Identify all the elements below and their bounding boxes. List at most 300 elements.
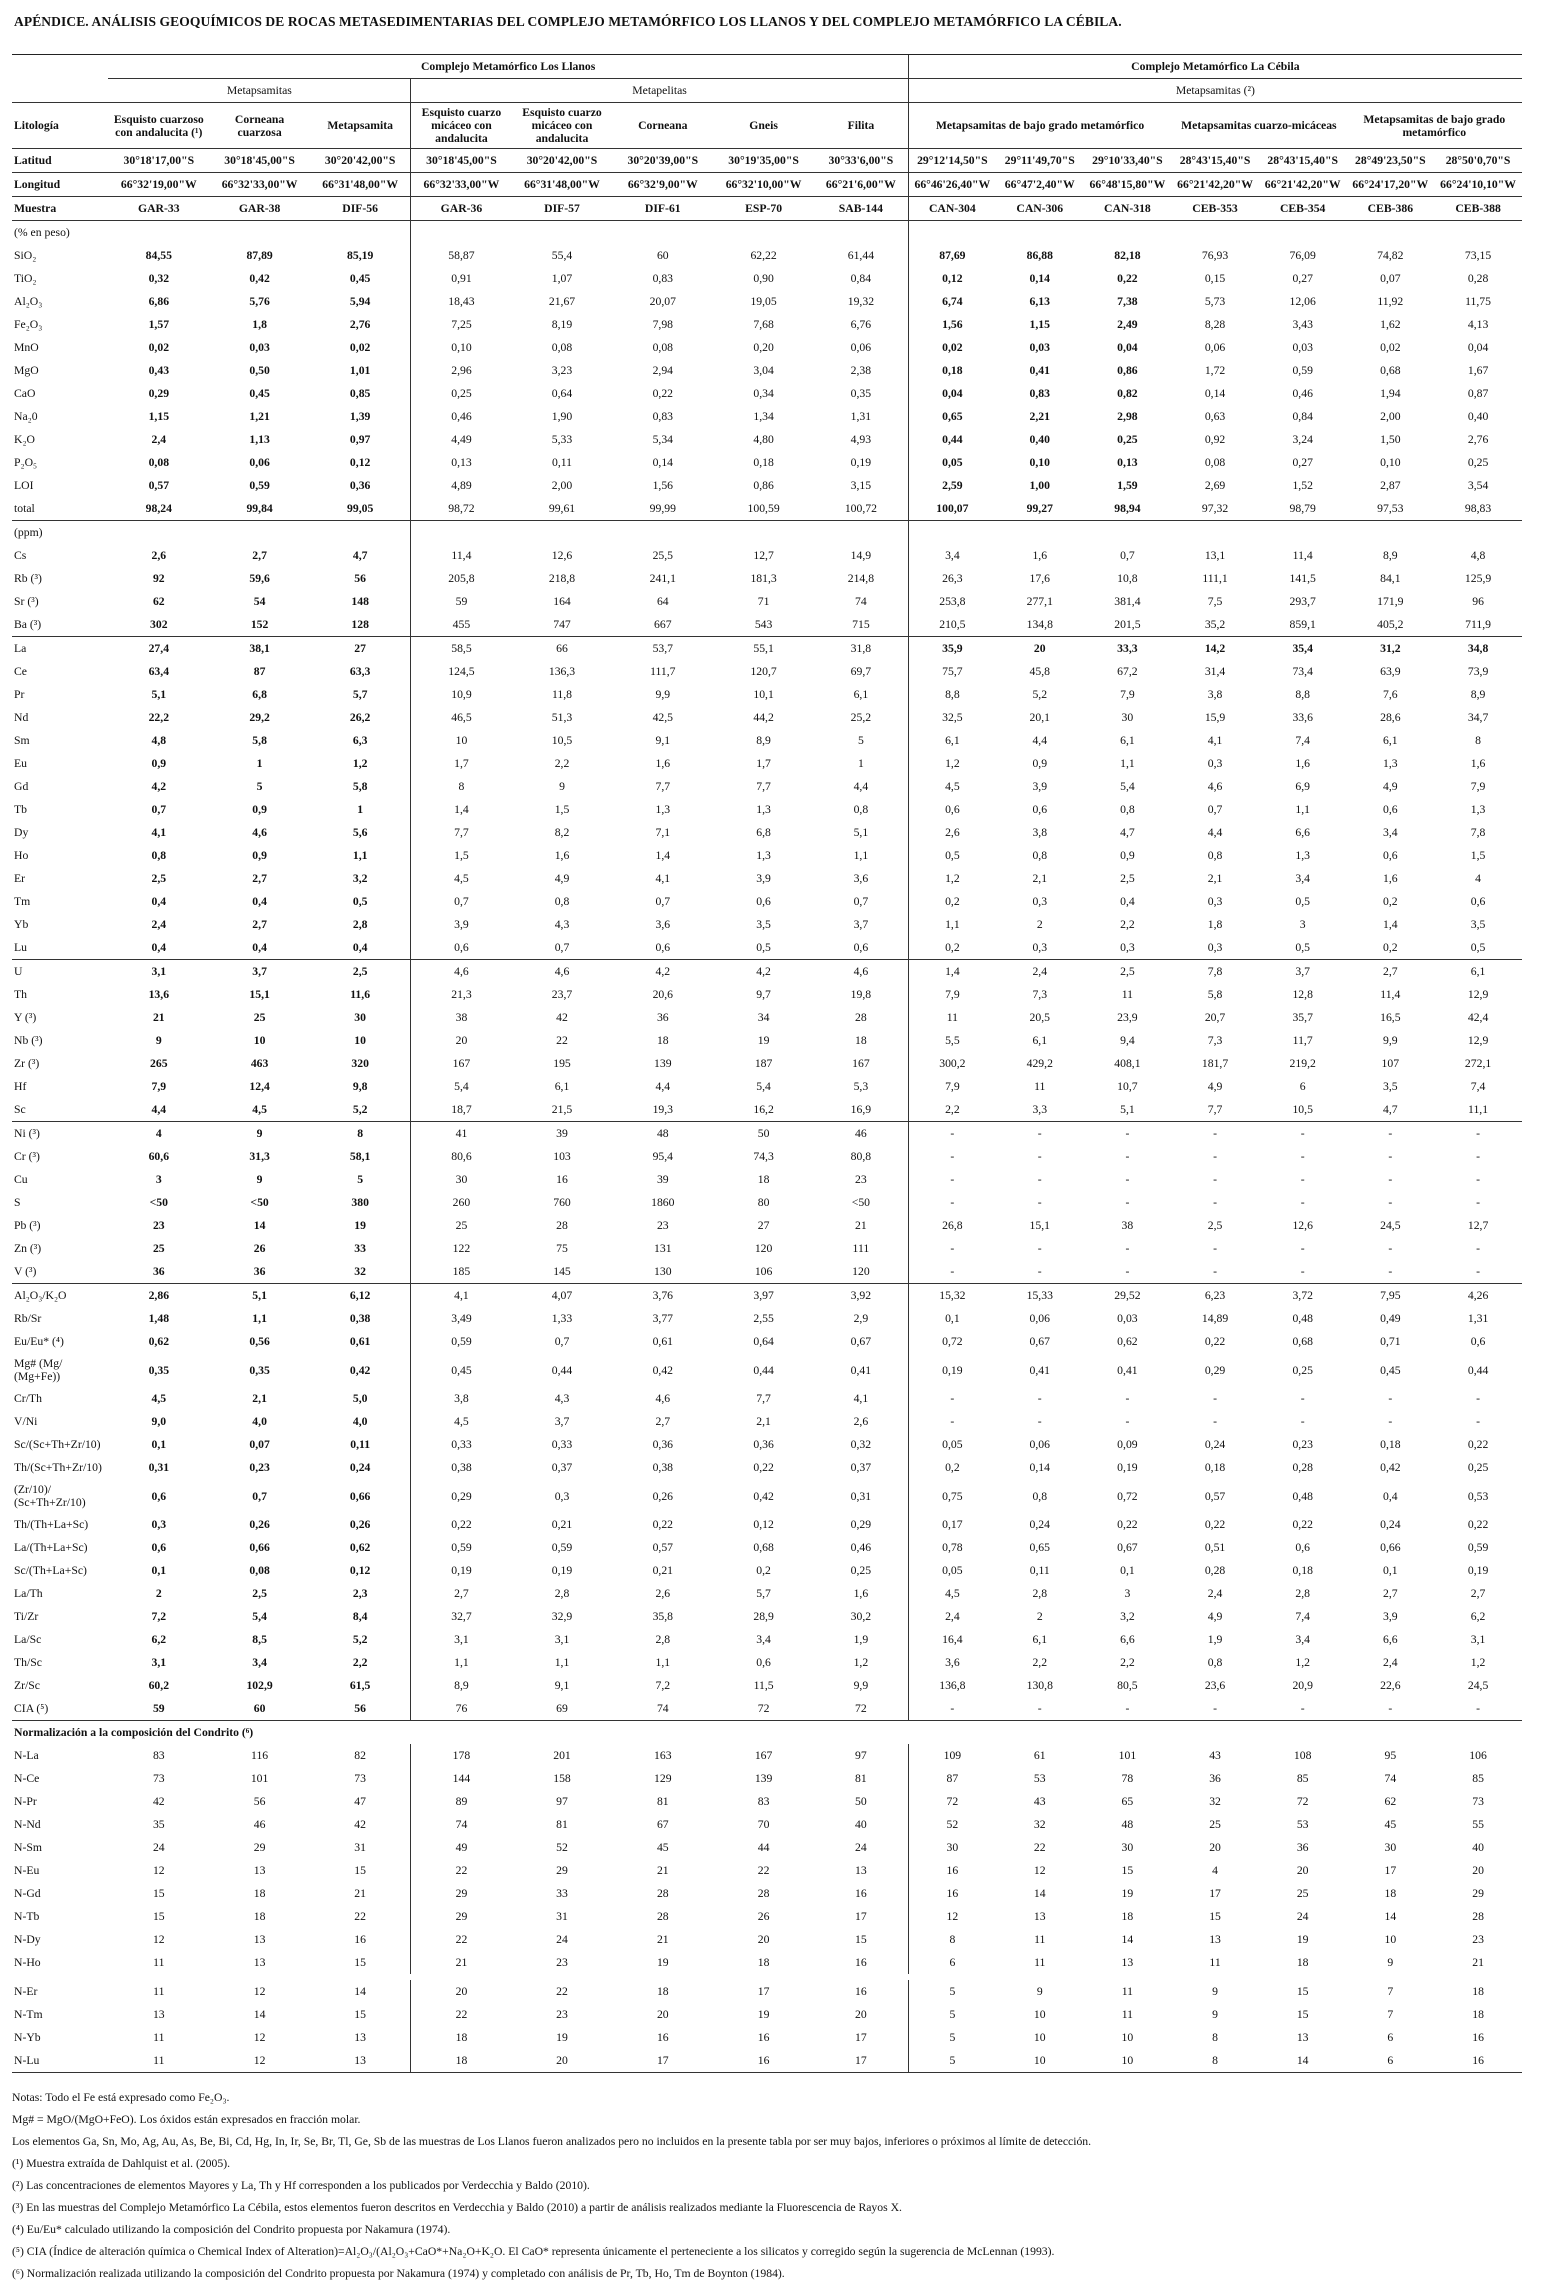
table-cell: 2,8	[1032, 1587, 1048, 1600]
table-cell: 1,5	[411, 844, 512, 867]
table-cell: 0,68	[1292, 1335, 1313, 1348]
table-cell: 0,3	[1207, 941, 1223, 954]
table-row	[12, 1307, 1522, 1330]
table-row	[12, 1214, 1522, 1237]
table-cell: 20,07	[649, 295, 676, 308]
table-cell: 42,5	[652, 711, 674, 724]
table-cell: 380	[351, 1196, 369, 1209]
table-cell: 50	[855, 1795, 867, 1808]
table-cell: 1,9	[1207, 1633, 1223, 1646]
table-cell: 23	[1472, 1933, 1484, 1946]
table-cell: DIF-61	[612, 197, 713, 221]
table-cell: 0,22	[1467, 1438, 1489, 1451]
table-cell: 26	[253, 1242, 266, 1255]
row-label: TiO₂	[14, 272, 37, 285]
empty-cell	[1171, 221, 1259, 245]
table-cell: 2,2	[1032, 1656, 1048, 1669]
table-cell: 13,6	[148, 988, 170, 1001]
row-label: Al₂O₃	[14, 295, 43, 308]
table-cell: 1,6	[1383, 872, 1398, 885]
table-cell: 16	[855, 1985, 867, 1998]
table-cell: -	[1213, 1196, 1217, 1209]
table-cell: 35	[152, 1818, 165, 1831]
table-cell: 10	[1084, 2049, 1172, 2073]
table-cell: 0,18	[1380, 1438, 1401, 1451]
table-cell: 0,26	[349, 1518, 371, 1531]
table-cell: 63,3	[349, 665, 371, 678]
table-cell: 14,89	[1201, 1312, 1229, 1325]
table-cell: 80,5	[1117, 1679, 1138, 1692]
table-cell: 4,5	[411, 1410, 512, 1433]
table-cell: 80,8	[850, 1150, 872, 1163]
table-cell: 129	[654, 1772, 672, 1785]
table-cell: 53	[1296, 1818, 1309, 1831]
table-cell: 72	[908, 1790, 996, 1813]
table-cell: 0,3	[1032, 895, 1048, 908]
table-cell: 0,25	[1292, 1363, 1313, 1377]
table-row	[12, 1697, 1522, 1721]
table-cell: 0,75	[908, 1479, 996, 1513]
table-cell: -	[908, 1237, 996, 1260]
table-cell: 3,7	[853, 918, 869, 931]
table-cell: 3,24	[1292, 433, 1313, 446]
table-cell: 14	[354, 1985, 366, 1998]
table-cell: 6,13	[1029, 295, 1050, 308]
note-line: Los elementos Ga, Sn, Mo, Ag, Au, As, Be, Bi, Cd, Hg, In, Ir, Se, Br, Tl, Ge, Sb de las muestras de Los Llanos fueron analizados pero no incluidos en la presente tabla por ser muy bajos, inferiores o próximos al límite de detección.	[12, 2135, 1092, 2148]
table-row	[12, 244, 1522, 267]
table-cell: 22	[757, 1864, 770, 1877]
table-cell: 3,8	[1032, 826, 1048, 839]
table-cell: 1,1	[853, 849, 869, 862]
table-cell: 76,09	[1289, 249, 1316, 262]
table-cell: 0,8	[1032, 849, 1048, 862]
table-cell: 5,4	[411, 1075, 512, 1098]
table-cell: 4,13	[1467, 318, 1489, 331]
table-cell: 23	[556, 1956, 568, 1969]
table-cell: 5,76	[249, 295, 270, 308]
table-cell: 1,52	[1292, 479, 1313, 492]
table-cell: 0,59	[411, 1330, 512, 1353]
table-cell: 7,98	[652, 318, 674, 331]
table-cell: 35,2	[1204, 618, 1226, 631]
table-cell: 24,5	[1380, 1219, 1401, 1232]
table-cell: 5,5	[908, 1029, 996, 1052]
table-cell: 0,3	[1120, 941, 1135, 954]
table-cell: 18	[1121, 1910, 1134, 1923]
table-cell: 0,9	[252, 803, 267, 816]
table-cell: 0,38	[411, 1456, 512, 1479]
table-cell: 148	[351, 595, 369, 608]
table-cell: 0,46	[1292, 387, 1313, 400]
table-cell: 1,1	[554, 1656, 570, 1669]
row-label: Th/(Th+La+Sc)	[14, 1518, 89, 1531]
table-row	[12, 290, 1522, 313]
table-cell: 1,8	[252, 318, 267, 331]
row-label: Zn (³)	[14, 1242, 42, 1255]
table-cell: 36	[1209, 1772, 1221, 1785]
table-cell: 241,1	[649, 572, 676, 585]
table-cell: 0,9	[252, 849, 267, 862]
table-cell: 13	[1209, 1933, 1221, 1946]
table-row	[12, 336, 1522, 359]
table-cell: 0,34	[753, 387, 774, 400]
table-cell: 11,5	[753, 1679, 774, 1692]
table-title: APÉNDICE. ANÁLISIS GEOQUÍMICOS DE ROCAS METASEDIMENTARIAS DEL COMPLEJO METAMÓRFICO LOS LLANOS Y DEL COMPLEJO METAMÓRFICO LA CÉBILA.	[14, 14, 1122, 29]
table-cell: 0,11	[1029, 1564, 1050, 1577]
table-cell: 16,4	[908, 1628, 996, 1651]
table-cell: 8,4	[352, 1610, 368, 1623]
table-cell: -	[908, 1145, 996, 1168]
table-cell: 0,3	[1207, 757, 1223, 770]
table-cell: 9	[1212, 2008, 1218, 2021]
table-cell: 5	[857, 734, 864, 747]
table-cell: 42	[556, 1011, 568, 1024]
subgroup-metapelitas: Metapelitas	[411, 79, 909, 103]
table-cell: 6,1	[1032, 1633, 1048, 1646]
table-cell: 7,9	[908, 1075, 996, 1098]
table-cell: 29	[556, 1864, 568, 1877]
table-cell: 9,1	[655, 734, 671, 747]
table-cell: 78	[1121, 1772, 1134, 1785]
table-cell: 8	[1212, 2031, 1218, 2044]
table-cell: 28	[757, 1887, 770, 1900]
table-row	[12, 1433, 1522, 1456]
table-cell: 69,7	[850, 665, 872, 678]
table-cell: 46	[253, 1818, 266, 1831]
table-cell: 0,36	[652, 1438, 674, 1451]
table-cell: 98,83	[1464, 502, 1492, 515]
litologia-cell: Corneana	[612, 103, 713, 149]
table-cell: 2,7	[1383, 1587, 1398, 1600]
table-cell: 0,06	[1029, 1438, 1050, 1451]
table-cell: 167	[411, 1052, 512, 1075]
table-row	[12, 1006, 1522, 1029]
table-cell: 4,4	[151, 1103, 167, 1116]
table-cell: 0,37	[850, 1461, 872, 1474]
table-cell: -	[908, 1410, 996, 1433]
table-cell: 0,03	[1029, 341, 1050, 354]
table-cell: 13	[354, 2031, 366, 2044]
table-row	[12, 936, 1522, 960]
note-line: (⁴) Eu/Eu* calculado utilizando la composición del Condrito propuesta por Nakamura (1974).	[12, 2223, 451, 2236]
row-label: N-Eu	[14, 1864, 40, 1877]
table-cell: 22	[354, 1910, 366, 1923]
table-cell: 1,7	[411, 752, 512, 775]
table-cell: 25	[152, 1242, 165, 1255]
table-cell: 10	[354, 1034, 366, 1047]
table-cell: 42	[152, 1795, 165, 1808]
row-label: Gd	[14, 780, 29, 793]
row-label: Ni (³)	[12, 1122, 108, 1146]
table-cell: 0,45	[249, 387, 270, 400]
table-cell: 0,86	[1117, 364, 1138, 377]
table-cell: 4,0	[252, 1415, 267, 1428]
table-cell: 21,3	[411, 983, 512, 1006]
table-cell: 19,32	[847, 295, 875, 308]
row-label: LOI	[14, 479, 34, 492]
table-cell: 66°47'2,40"W	[996, 173, 1084, 197]
table-cell: 0,51	[1204, 1541, 1226, 1554]
table-cell: 0,62	[1117, 1335, 1138, 1348]
table-cell: 30°20'42,00"S	[512, 149, 613, 173]
row-label: La/(Th+La+Sc)	[14, 1541, 88, 1554]
table-cell: 0,8	[853, 803, 869, 816]
table-cell: 8,2	[554, 826, 570, 839]
row-label: Tb	[14, 803, 27, 816]
table-cell: 22	[556, 1985, 568, 1998]
table-cell: 0,8	[554, 895, 570, 908]
table-cell: 6,76	[850, 318, 872, 331]
table-cell: 11	[1034, 1956, 1046, 1969]
empty-cell	[713, 221, 814, 245]
table-cell: 0,08	[249, 1564, 270, 1577]
table-cell: 108	[1293, 1749, 1312, 1762]
table-cell: 13	[855, 1864, 867, 1877]
table-cell: 23,6	[1204, 1679, 1226, 1692]
table-cell: 0,22	[1204, 1518, 1226, 1531]
row-label: La	[12, 637, 108, 661]
table-row	[12, 2049, 1522, 2073]
table-cell: 20,7	[1204, 1011, 1226, 1024]
table-cell: 0,31	[850, 1489, 872, 1503]
table-row	[12, 1674, 1522, 1697]
table-cell: 58,5	[411, 637, 512, 661]
table-row	[12, 890, 1522, 913]
table-cell: 1,56	[652, 479, 674, 492]
table-cell: 4,07	[512, 1284, 613, 1308]
table-cell: -	[1300, 1392, 1305, 1405]
table-cell: -	[908, 1122, 996, 1146]
empty-cell	[1434, 221, 1522, 245]
table-cell: 67,2	[1117, 665, 1138, 678]
table-cell: 19	[1121, 1887, 1134, 1900]
table-cell: 0,5	[1295, 941, 1310, 954]
table-cell: 320	[351, 1057, 369, 1070]
table-cell: 0,4	[151, 895, 167, 908]
table-cell: 2,38	[850, 364, 872, 377]
empty-cell	[996, 221, 1084, 245]
table-cell: 0,48	[1292, 1489, 1313, 1503]
table-cell: 0,2	[908, 936, 996, 960]
table-cell: 0,50	[249, 364, 270, 377]
table-cell: 0,1	[1120, 1564, 1135, 1577]
table-cell: 64	[656, 595, 669, 608]
table-cell: 25	[1209, 1818, 1221, 1831]
table-cell: -	[1388, 1415, 1393, 1428]
table-cell: 21,67	[548, 295, 576, 308]
table-cell: 20	[411, 1029, 512, 1052]
table-cell: 4,1	[151, 826, 167, 839]
table-row	[12, 1882, 1522, 1905]
litologia-cell: Filita	[814, 103, 908, 149]
table-cell: 15	[855, 1933, 867, 1946]
table-cell: 28	[656, 1910, 669, 1923]
table-cell: 1,4	[411, 798, 512, 821]
table-cell: 253,8	[908, 590, 996, 613]
table-cell: 0,2	[756, 1564, 771, 1577]
table-cell: 0,7	[554, 1335, 570, 1348]
table-cell: 29	[411, 1882, 512, 1905]
table-cell: 0,83	[1029, 387, 1050, 400]
table-cell: 2,5	[151, 872, 167, 885]
table-cell: 0,83	[652, 410, 674, 423]
table-cell: 32,5	[908, 706, 996, 729]
table-cell: 0,1	[908, 1307, 996, 1330]
table-cell: 74	[656, 1702, 669, 1715]
table-row	[12, 1721, 1522, 1745]
table-cell: 30	[1384, 1841, 1397, 1854]
table-cell: 0,22	[1204, 1335, 1226, 1348]
table-cell: 72	[1296, 1795, 1309, 1808]
table-cell: 0,03	[249, 341, 270, 354]
table-cell: 97,53	[1377, 502, 1404, 515]
table-cell: 35,4	[1259, 637, 1347, 661]
table-cell: 4,1	[655, 872, 671, 885]
table-cell: 300,2	[908, 1052, 996, 1075]
table-cell: 62	[152, 595, 165, 608]
table-cell: -	[1037, 1242, 1042, 1255]
table-cell: 5,4	[1120, 780, 1135, 793]
table-cell: 0,7	[1207, 803, 1223, 816]
row-label: N-Lu	[12, 2049, 108, 2073]
table-cell: 21,5	[551, 1103, 573, 1116]
table-cell: 0,07	[1380, 272, 1401, 285]
table-cell: -	[1125, 1415, 1130, 1428]
table-cell: 715	[852, 618, 870, 631]
table-cell: 11	[1034, 1080, 1046, 1093]
table-cell: 18	[253, 1887, 266, 1900]
table-cell: 2,8	[554, 1587, 570, 1600]
table-cell: 103	[553, 1150, 571, 1163]
table-cell: 0,64	[551, 387, 573, 400]
table-cell: 0,14	[1029, 272, 1050, 285]
table-cell: 4,80	[753, 433, 774, 446]
table-cell: 0,14	[1204, 387, 1226, 400]
table-cell: 1860	[651, 1196, 675, 1209]
table-cell: 0,18	[1204, 1461, 1226, 1474]
table-cell: 0,5	[1295, 895, 1310, 908]
table-cell: 4	[1212, 1864, 1218, 1877]
table-cell: 22	[411, 2003, 512, 2026]
table-row	[12, 1353, 1522, 1387]
table-cell: CEB-354	[1259, 197, 1347, 221]
table-cell: 0,44	[1467, 1363, 1489, 1377]
table-cell: -	[1125, 1196, 1130, 1209]
table-cell: 7,68	[753, 318, 774, 331]
subgroup-metapsamitas-cebila: Metapsamitas (²)	[908, 79, 1522, 103]
table-cell: 6,1	[853, 688, 869, 701]
table-cell: 2,4	[908, 1605, 996, 1628]
table-cell: 38	[411, 1006, 512, 1029]
table-row	[12, 1145, 1522, 1168]
table-cell: -	[1125, 1392, 1130, 1405]
table-cell: 3,92	[814, 1284, 908, 1308]
table-cell: 19,3	[652, 1103, 674, 1116]
table-row	[12, 613, 1522, 637]
row-label: K₂O	[14, 433, 35, 446]
table-cell: 201	[553, 1749, 571, 1762]
table-cell: 11	[108, 2049, 209, 2073]
table-cell: 63,9	[1380, 665, 1401, 678]
table-cell: -	[908, 1191, 996, 1214]
table-cell: 2,96	[411, 359, 512, 382]
table-row	[12, 1168, 1522, 1191]
table-cell: 29°10'33,40"S	[1084, 149, 1172, 173]
table-cell: 0,46	[411, 405, 512, 428]
table-cell: 66°32'33,00"W	[209, 173, 310, 197]
table-cell: 49	[411, 1836, 512, 1859]
table-cell: 1,15	[1029, 318, 1050, 331]
table-cell: 84,55	[145, 249, 172, 262]
table-cell: 14	[1259, 2049, 1347, 2073]
table-cell: 2,5	[1084, 960, 1172, 984]
table-cell: 42,4	[1467, 1011, 1489, 1024]
table-cell: 3,1	[1470, 1633, 1486, 1646]
table-cell: 0,84	[850, 272, 872, 285]
table-cell: 106	[1469, 1749, 1487, 1762]
table-cell: 107	[1381, 1057, 1400, 1070]
table-cell: 0,42	[249, 272, 270, 285]
row-label: Y (³)	[14, 1011, 37, 1024]
table-cell: 3,4	[908, 544, 996, 567]
table-cell: 0,37	[551, 1461, 573, 1474]
table-cell: 30	[908, 1836, 996, 1859]
table-row	[12, 1790, 1522, 1813]
table-cell: 0,2	[908, 890, 996, 913]
table-cell: 6,12	[310, 1284, 411, 1308]
note-line: Notas: Todo el Fe está expresado como Fe₂O₃.	[12, 2091, 230, 2104]
table-cell: 0,66	[249, 1541, 270, 1554]
table-cell: 59	[411, 590, 512, 613]
table-cell: 0,25	[1467, 456, 1489, 469]
table-row	[12, 683, 1522, 706]
table-cell: 1,15	[148, 410, 170, 423]
table-cell: 16,5	[1380, 1011, 1401, 1024]
table-cell: 6,9	[1295, 780, 1310, 793]
row-label: CIA (⁵)	[14, 1702, 49, 1715]
table-cell: 12,6	[551, 549, 573, 562]
table-cell: 4	[1475, 872, 1481, 885]
table-cell: 0,1	[151, 1564, 167, 1577]
table-cell: 760	[553, 1196, 571, 1209]
table-cell: 7,3	[1032, 988, 1048, 1001]
table-cell: 8,9	[756, 734, 771, 747]
table-cell: 0,6	[1383, 849, 1398, 862]
group-llanos: Complejo Metamórfico Los Llanos	[108, 55, 908, 79]
empty-cell	[108, 221, 209, 245]
table-cell: -	[1125, 1265, 1130, 1278]
table-cell: 7,95	[1347, 1284, 1435, 1308]
table-cell: 60	[253, 1702, 266, 1715]
table-cell: 2,7	[252, 549, 267, 562]
table-cell: 4,9	[1383, 780, 1398, 793]
table-cell: 1,2	[1470, 1656, 1486, 1669]
table-cell: -	[1300, 1173, 1305, 1186]
table-cell: -	[908, 1387, 996, 1410]
table-cell: 4	[108, 1122, 209, 1146]
row-label: Nd	[14, 711, 29, 724]
table-cell: 25	[1296, 1887, 1309, 1900]
table-cell: 7,8	[1171, 960, 1259, 984]
table-cell: 1,2	[908, 752, 996, 775]
table-cell: 128	[351, 618, 369, 631]
table-cell: 0,46	[850, 1541, 872, 1554]
table-cell: -	[1125, 1150, 1130, 1163]
table-cell: 8,8	[1295, 688, 1310, 701]
table-cell: 0,6	[756, 1656, 771, 1669]
table-cell: 5,34	[652, 433, 674, 446]
table-cell: 6,1	[1120, 734, 1135, 747]
